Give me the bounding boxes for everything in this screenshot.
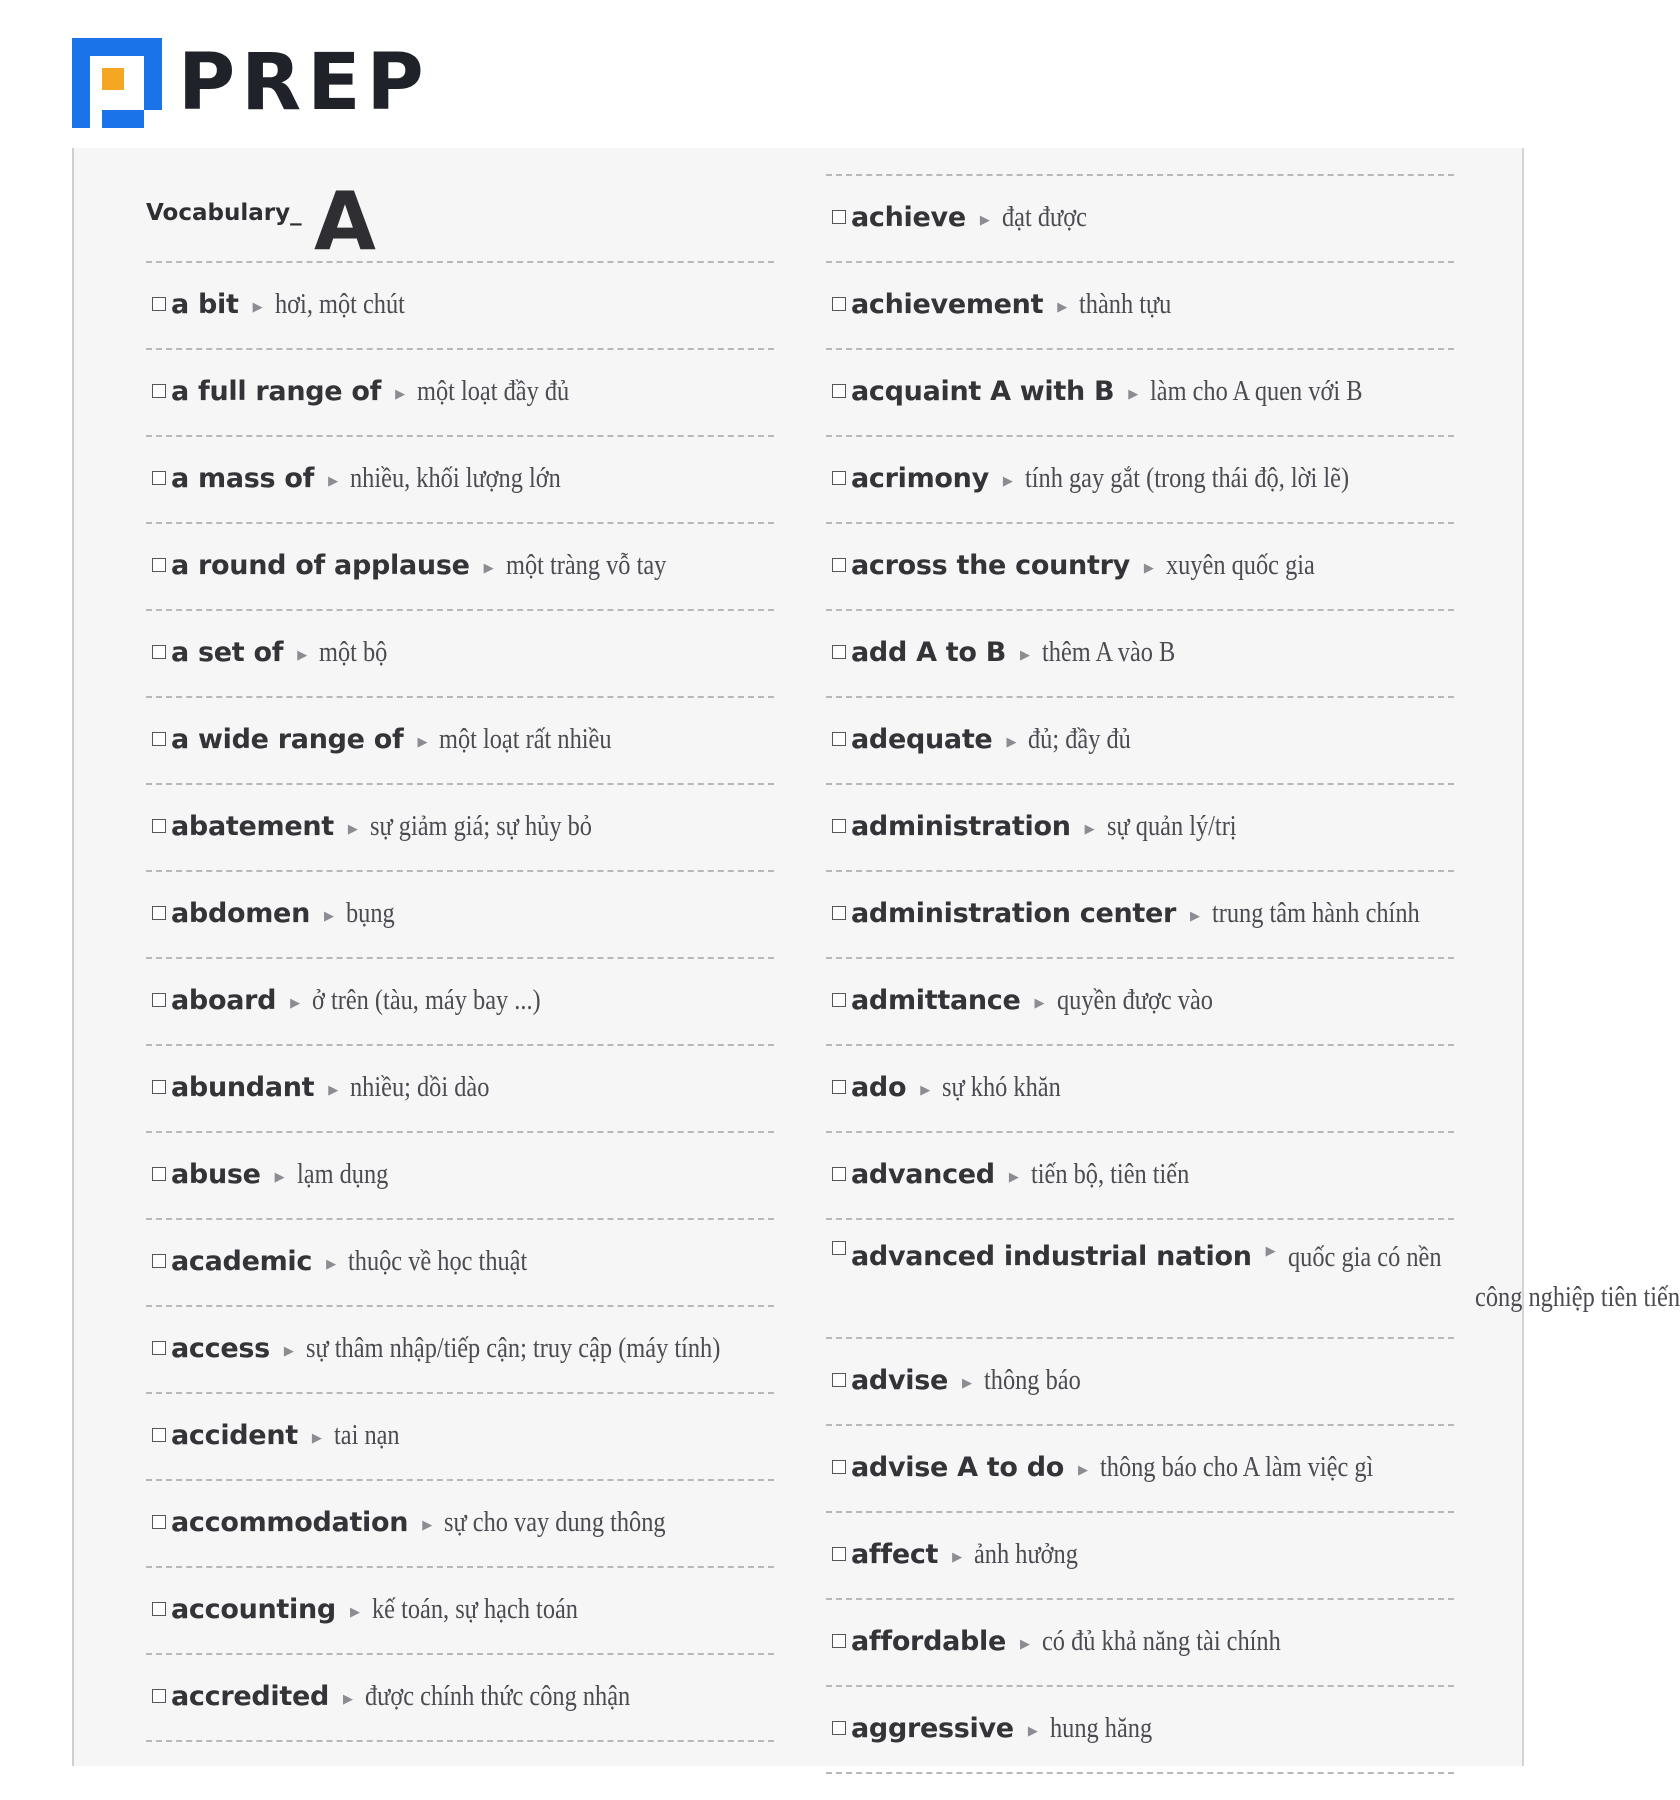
vocab-entry [832,1534,1460,1574]
dashed-divider [826,1337,1454,1339]
vocab-entry [152,980,780,1020]
vocab-definition: nhiều, khối lượng lớn [350,461,561,494]
dashed-divider [146,1218,774,1220]
vocab-definition-wrap [1050,1712,1172,1745]
vocab-entry [832,632,1460,672]
vocab-definition: một tràng vỗ tay [505,548,666,581]
vocab-term: a bit [171,288,239,320]
vocab-term: aboard [171,984,277,1016]
vocab-term: accredited [171,1680,329,1712]
dashed-divider [826,174,1454,176]
checkbox-icon[interactable] [152,1428,166,1442]
arrow-icon: ▶ [395,386,406,402]
vocab-term: admittance [851,984,1021,1016]
arrow-icon: ▶ [979,212,990,228]
dashed-divider [146,783,774,785]
vocab-definition: thành tựu [1079,287,1172,320]
arrow-icon: ▶ [1027,1723,1038,1739]
dashed-divider [146,609,774,611]
vocab-definition: thêm A vào B [1042,635,1176,668]
dashed-divider [146,1479,774,1481]
vocab-term: affordable [851,1625,1007,1657]
checkbox-icon[interactable] [152,297,166,311]
prep-logo-text: PREP [178,38,430,128]
checkbox-icon[interactable] [152,471,166,485]
arrow-icon: ▶ [1265,1244,1276,1259]
checkbox-icon[interactable] [832,558,846,572]
vocab-definition-wrap [350,462,601,495]
vocab-entry [152,1241,780,1281]
section-heading [146,172,546,268]
arrow-icon: ▶ [1002,473,1013,489]
vocab-definition: trung tâm hành chính [1212,896,1420,929]
dashed-divider [826,783,1454,785]
arrow-icon: ▶ [311,1430,322,1446]
vocab-definition-wrap [365,1680,681,1713]
arrow-icon: ▶ [952,1549,963,1565]
vocab-entry [152,893,780,933]
checkbox-icon[interactable] [832,1634,846,1648]
dashed-divider [826,1131,1454,1133]
prep-logo-icon [72,38,162,128]
vocab-term: academic [171,1245,313,1277]
vocab-entry [832,545,1460,585]
vocab-definition: quyền được vào [1056,983,1213,1016]
dashed-divider [146,261,774,263]
vocab-definition-wrap [1212,897,1459,930]
vocab-term: across the country [851,549,1130,581]
vocab-definition-wrap [1042,1625,1326,1658]
vocab-entry [152,545,780,585]
vocab-definition-wrap [319,636,400,669]
dashed-divider [146,696,774,698]
arrow-icon: ▶ [349,1604,360,1620]
arrow-icon: ▶ [1084,821,1095,837]
vocab-term: administration [851,810,1071,842]
vocab-definition: đạt được [1001,200,1087,233]
vocab-term: abdomen [171,897,310,929]
vocab-definition-line2: công nghiệp tiên tiến [1475,1281,1680,1313]
vocab-term: ado [851,1071,907,1103]
vocab-definition-wrap [1002,201,1103,234]
arrow-icon: ▶ [1143,560,1154,576]
vocab-entry [832,719,1460,759]
vocab-term: advise A to do [851,1451,1065,1483]
dashed-divider [826,870,1454,872]
checkbox-icon[interactable] [832,1167,846,1181]
vocab-term: acrimony [851,462,989,494]
arrow-icon: ▶ [343,1691,353,1707]
checkbox-icon[interactable] [152,819,166,833]
vocab-definition: tiến bộ, tiên tiến [1030,1157,1190,1190]
checkbox-icon[interactable] [832,645,846,659]
vocab-definition: tính gay gắt (trong thái độ, lời lẽ) [1024,461,1349,494]
checkbox-icon[interactable] [832,1460,846,1474]
vocab-entry [832,980,1460,1020]
vocab-entry [152,1502,780,1542]
vocab-definition-wrap [348,1245,561,1278]
checkbox-icon[interactable] [152,906,166,920]
vocab-definition-wrap [1100,1451,1425,1484]
vocab-definition: đủ; đầy đủ [1028,722,1132,755]
arrow-icon: ▶ [252,299,263,315]
vocab-definition: thuộc về học thuật [348,1244,528,1277]
vocab-definition: sự giảm giá; sự hủy bỏ [369,809,592,842]
vocab-term: affect [851,1538,939,1570]
checkbox-icon[interactable] [152,1167,166,1181]
dashed-divider [826,1598,1454,1600]
checkbox-icon[interactable] [832,471,846,485]
checkbox-icon[interactable] [832,1241,846,1255]
dashed-divider [146,1653,774,1655]
arrow-icon: ▶ [962,1375,972,1391]
arrow-icon: ▶ [422,1517,433,1533]
vocab-definition-wrap [1042,636,1201,669]
vocab-term: aggressive [851,1712,1014,1744]
checkbox-icon[interactable] [152,384,166,398]
vocab-definition: sự quản lý/trị [1106,809,1237,842]
vocab-definition-wrap [1150,375,1403,408]
vocab-entry [832,1241,1680,1321]
vocab-term: administration center [851,897,1177,929]
vocab-term: abundant [171,1071,315,1103]
vocab-definition-wrap [1107,810,1261,843]
vocab-entry [152,806,780,846]
vocab-term: advanced [851,1158,995,1190]
vocab-entry [152,284,780,324]
vocab-definition: làm cho A quen với B [1150,374,1363,407]
vocab-term: accommodation [171,1506,409,1538]
checkbox-icon[interactable] [832,384,846,398]
vocab-term: adequate [851,723,993,755]
vocab-entry [152,1067,780,1107]
checkbox-icon[interactable] [152,1341,166,1355]
vocab-term: achieve [851,201,966,233]
checkbox-icon[interactable] [832,819,846,833]
vocab-definition: nhiều; dồi dào [350,1070,490,1103]
dashed-divider [826,696,1454,698]
arrow-icon: ▶ [290,995,301,1011]
arrow-icon: ▶ [297,647,308,663]
vocab-entry [832,806,1460,846]
vocab-entry [152,1589,780,1629]
vocab-definition-wrap [370,810,634,843]
vocab-term: a set of [171,636,284,668]
dashed-divider [146,1131,774,1133]
vocab-definition-wrap [506,549,697,582]
arrow-icon: ▶ [328,473,339,489]
vocab-entry [152,458,780,498]
vocab-definition-wrap [1025,462,1411,495]
vocab-entry [832,458,1460,498]
vocab-definition: xuyên quốc gia [1165,548,1315,581]
vocab-entry [152,719,780,759]
vocab-term: achievement [851,288,1044,320]
checkbox-icon[interactable] [832,993,846,1007]
arrow-icon: ▶ [1020,647,1031,663]
vocab-definition: sự cho vay dung thông [444,1505,666,1538]
arrow-icon: ▶ [328,1082,339,1098]
vocab-definition: một loạt rất nhiều [439,722,612,755]
dashed-divider [826,1685,1454,1687]
arrow-icon: ▶ [324,908,334,924]
vocab-entry [832,1154,1460,1194]
vocab-term: a full range of [171,375,382,407]
checkbox-icon[interactable] [832,1080,846,1094]
arrow-icon: ▶ [1034,995,1045,1011]
vocab-term: accounting [171,1593,336,1625]
vocab-entry [832,1621,1460,1661]
vocab-term: abatement [171,810,334,842]
dashed-divider [146,1740,774,1742]
dashed-divider [826,522,1454,524]
vocab-entry [832,197,1460,237]
checkbox-icon[interactable] [832,297,846,311]
vocab-entry [832,284,1460,324]
vocab-entry [152,632,780,672]
vocab-entry [152,1676,780,1716]
dashed-divider [146,1566,774,1568]
arrow-icon: ▶ [1020,1636,1031,1652]
dashed-divider [826,957,1454,959]
heading-letter: A [314,175,376,268]
vocab-definition-wrap [417,375,598,408]
arrow-icon: ▶ [1057,299,1068,315]
dashed-divider [146,1392,774,1394]
checkbox-icon[interactable] [152,1254,166,1268]
checkbox-icon[interactable] [832,732,846,746]
vocab-term: access [171,1332,270,1364]
checkbox-icon[interactable] [152,1602,166,1616]
checkbox-icon[interactable] [832,1721,846,1735]
vocab-definition: hung hăng [1049,1711,1152,1744]
arrow-icon: ▶ [1008,1169,1019,1185]
vocab-entry [152,1415,780,1455]
vocab-definition-wrap [444,1506,708,1539]
vocab-entry [152,1154,780,1194]
vocab-entry [832,1360,1460,1400]
vocab-definition: có đủ khả năng tài chính [1042,1624,1281,1657]
dashed-divider [826,1511,1454,1513]
vocab-definition-wrap [306,1332,799,1365]
arrow-icon: ▶ [1128,386,1139,402]
arrow-icon: ▶ [1006,734,1017,750]
vocab-definition: lạm dụng [296,1157,389,1190]
checkbox-icon[interactable] [832,906,846,920]
vocab-definition: hơi, một chút [274,287,405,320]
vocab-definition-wrap [974,1538,1098,1571]
dashed-divider [826,261,1454,263]
arrow-icon: ▶ [920,1082,931,1098]
vocab-definition: sự khó khăn [942,1070,1061,1103]
vocab-definition: thông báo [984,1363,1081,1396]
dashed-divider [146,1305,774,1307]
vocab-entry [152,371,780,411]
dashed-divider [826,1424,1454,1426]
vocab-definition-wrap [1057,984,1243,1017]
dashed-divider [146,348,774,350]
vocab-definition: ảnh hưởng [974,1537,1079,1570]
checkbox-icon[interactable] [152,732,166,746]
vocab-definition-wrap [350,1071,516,1104]
dashed-divider [146,522,774,524]
checkbox-icon[interactable] [832,1373,846,1387]
dashed-divider [146,957,774,959]
checkbox-icon[interactable] [152,1515,166,1529]
vocab-entry [832,1447,1460,1487]
arrow-icon: ▶ [483,560,494,576]
arrow-icon: ▶ [1078,1462,1089,1478]
vocab-definition: bụng [346,896,395,929]
vocab-definition: sự thâm nhập/tiếp cận; truy cập (máy tính) [305,1331,721,1364]
dashed-divider [826,435,1454,437]
vocab-entry [832,371,1460,411]
arrow-icon: ▶ [326,1256,337,1272]
vocab-term: advise [851,1364,948,1396]
dashed-divider [146,870,774,872]
vocab-definition: được chính thức công nhận [365,1679,631,1712]
vocab-definition-wrap [1287,1241,1680,1313]
vocab-definition-wrap [275,288,430,321]
dashed-divider [826,1218,1454,1220]
dashed-divider [826,609,1454,611]
dashed-divider [826,1772,1454,1774]
checkbox-icon[interactable] [152,993,166,1007]
checkbox-icon[interactable] [832,1547,846,1561]
vocab-definition: thông báo cho A làm việc gì [1100,1450,1374,1483]
checkbox-icon[interactable] [152,1689,166,1703]
prep-logo-mark [72,38,162,128]
vocab-definition: kế toán, sự hạch toán [371,1592,578,1625]
dashed-divider [146,1044,774,1046]
vocab-definition-wrap [334,1419,412,1452]
dashed-divider [146,435,774,437]
vocab-entry [832,893,1460,933]
arrow-icon: ▶ [274,1169,285,1185]
vocab-entry [832,1708,1460,1748]
vocab-definition-wrap [297,1158,406,1191]
vocab-term: abuse [171,1158,261,1190]
vocab-definition-wrap [439,723,644,756]
dashed-divider [826,1044,1454,1046]
arrow-icon: ▶ [347,821,358,837]
vocab-definition: một bộ [319,635,388,668]
vocab-term: a wide range of [171,723,404,755]
vocab-definition-wrap [942,1071,1083,1104]
vocab-definition-wrap [1028,723,1150,756]
vocab-definition: quốc gia có nền [1287,1241,1442,1273]
checkbox-icon[interactable] [152,1080,166,1094]
checkbox-icon[interactable] [832,210,846,224]
prep-logo [72,38,430,128]
checkbox-icon[interactable] [152,558,166,572]
vocab-term: a mass of [171,462,315,494]
vocab-definition-wrap [346,897,404,930]
arrow-icon: ▶ [283,1343,294,1359]
vocabulary-page [72,148,1680,1766]
vocab-entry [832,1067,1460,1107]
vocab-definition-wrap [312,984,584,1017]
vocab-definition: một loạt đầy đủ [417,374,570,407]
vocab-entry [152,1328,780,1368]
vocab-term: accident [171,1419,298,1451]
vocab-term: acquaint A with B [851,375,1115,407]
vocab-definition-wrap [372,1593,617,1626]
vocab-term: advanced industrial nation [851,1241,1252,1272]
heading-word: Vocabulary_ [146,200,302,226]
arrow-icon: ▶ [417,734,428,750]
vocab-term: a round of applause [171,549,470,581]
vocab-term: add A to B [851,636,1007,668]
vocab-definition-wrap [1031,1158,1219,1191]
arrow-icon: ▶ [1190,908,1201,924]
vocab-definition-wrap [1166,549,1343,582]
checkbox-icon[interactable] [152,645,166,659]
vocab-definition: ở trên (tàu, máy bay ...) [312,983,541,1016]
dashed-divider [826,348,1454,350]
vocab-definition-wrap [1079,288,1189,321]
vocab-definition-wrap [984,1364,1099,1397]
vocab-definition: tai nạn [333,1418,400,1451]
